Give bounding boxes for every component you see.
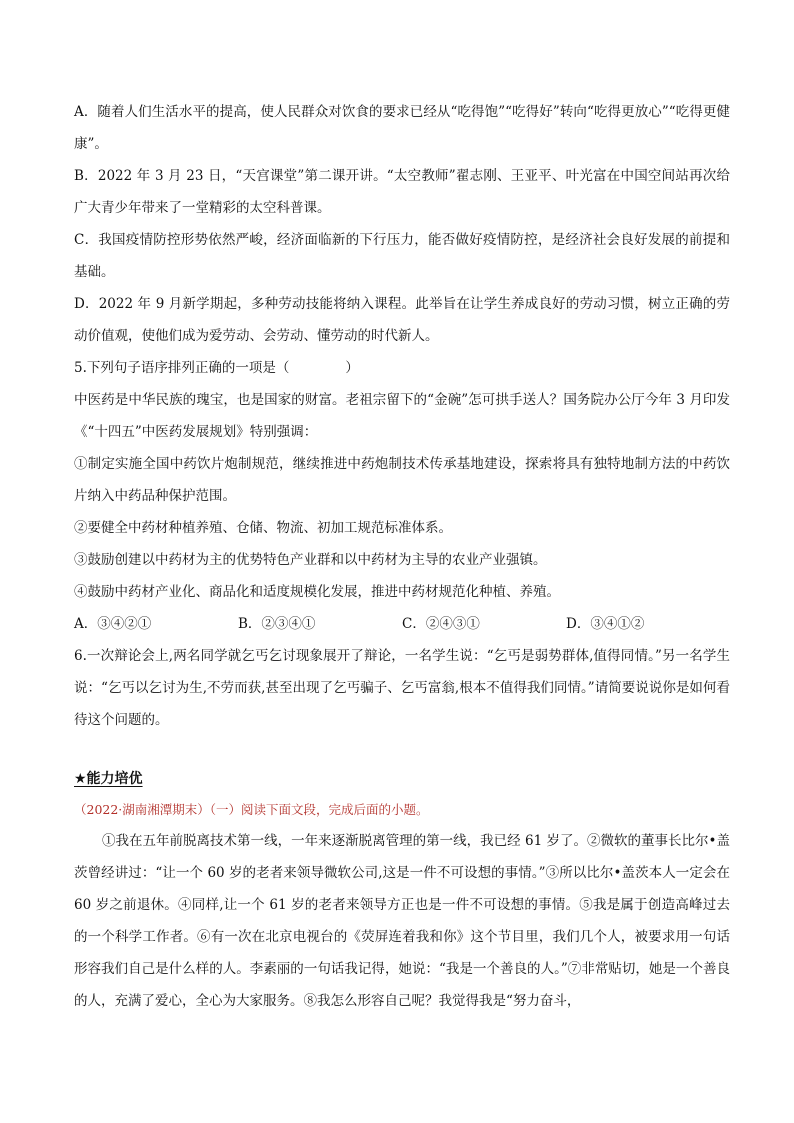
- section-heading: [74, 763, 730, 795]
- q5-choice-d: D．③④①②: [566, 616, 645, 632]
- q4-option-d: D．2022 年 9 月新学期起，多种劳动技能将纳入课程。此举旨在让学生养成良好的劳动习惯，树立正确的劳动价值观，使他们成为爱劳动、会劳动、懂劳动的时代新人。: [74, 296, 730, 344]
- q5-item-4: ④鼓励中药材产业化、商品化和适度规模化发展，推进中药材规范化种植、养殖。: [74, 584, 560, 600]
- q6-text: 6.一次辩论会上,两名同学就乞丐乞讨现象展开了辩论，一名学生说：“乞丐是弱势群体,值得同情。”另一名学生说：“乞丐以乞讨为生,不劳而获,甚至出现了乞丐骗子、乞丐富翁,根本不值得我们同情。”请简要说说你是如何看待这个问题的。: [74, 648, 730, 728]
- section-source: （2022·湖南湘潭期末）（一）阅读下面文段，完成后面的小题。: [74, 802, 429, 817]
- q4-option-a: A．随着人们生活水平的提高，使人民群众对饮食的要求已经从“吃得饱”“吃得好”转向“吃得更放心”“吃得更健康”。: [74, 104, 730, 152]
- section-title: ★能力培优: [74, 771, 143, 787]
- q4-option-c: C．我国疫情防控形势依然严峻，经济面临新的下行压力，能否做好疫情防控，是经济社会良好发展的前提和基础。: [74, 232, 730, 280]
- q5-stem-text: 5.下列句子语序排列正确的一项是（: [74, 360, 290, 376]
- q5-item-3: ③鼓励创建以中药材为主的优势特色产业群和以中药材为主导的农业产业强镇。: [74, 552, 547, 568]
- document-content: [74, 96, 730, 1017]
- q5-item-2: ②要健全中药材种植养殖、仓储、物流、初加工规范标准体系。: [74, 520, 452, 536]
- q5-choice-c: C．②④③①: [402, 616, 480, 632]
- q5-choice-a: A．③④②①: [74, 616, 152, 632]
- q5-passage: 中医药是中华民族的瑰宝，也是国家的财富。老祖宗留下的“金碗”怎可拱手送人？国务院办公厅今年 3 月印发《“十四五”中医药发展规划》特别强调：: [74, 392, 730, 440]
- q5-item-1: ①制定实施全国中药饮片炮制规范，继续推进中药炮制技术传承基地建设，探索将具有独特地制方法的中药饮片纳入中药品种保护范围。: [74, 456, 730, 504]
- q5-choice-b: B．②③④①: [238, 616, 316, 632]
- q5-stem: [74, 352, 730, 384]
- q5-choices: [74, 608, 730, 640]
- q5-stem-end: ）: [345, 360, 359, 376]
- reading-passage: ①我在五年前脱离技术第一线，一年来逐渐脱离管理的第一线，我已经 61 岁了。②微软的董事长比尔•盖茨曾经讲过：“让一个 60 岁的老者来领导微软公司,这是一件不可设想的事情。”③所以比尔•盖茨本人一定会在 60 岁之前退休。④同样,让一个 61 岁的老者来领导方正也是一件不可设想的事情。⑤我是属于创造高峰过去的一个科学工作者。⑥有一次在北京电视台的《荧屏连着我和你》这个节目里，我们几个人，被要求用一句话形容我们自己是什么样的人。李素丽的一句话我记得，她说：“我是一个善良的人。”⑦非常贴切，她是一个善良的人，充满了爱心，全心为大家服务。⑧我怎么形容自己呢？我觉得我是“努力奋斗，: [74, 833, 730, 1009]
- q4-option-b: B．2022 年 3 月 23 日，“天宫课堂”第二课开讲。“太空教师”翟志刚、王亚平、叶光富在中国空间站再次给广大青少年带来了一堂精彩的太空科普课。: [74, 168, 730, 216]
